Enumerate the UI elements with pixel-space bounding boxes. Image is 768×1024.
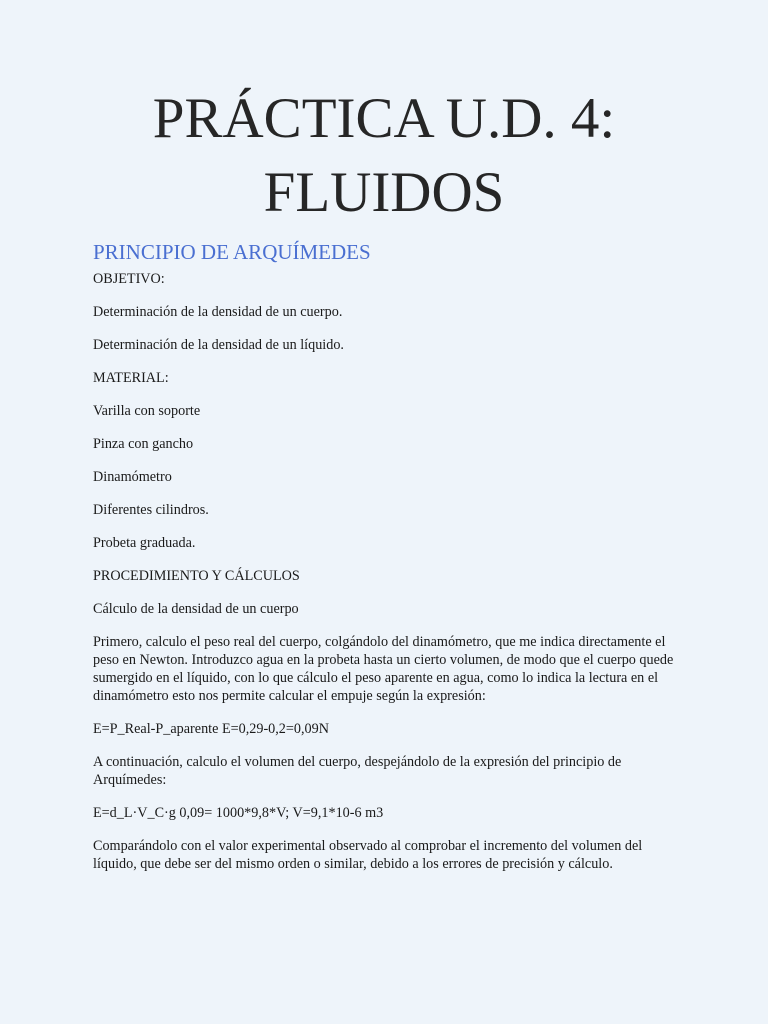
section-heading: PRINCIPIO DE ARQUÍMEDES — [93, 240, 371, 264]
objective-item: Determinación de la densidad de un cuerpo. — [93, 304, 343, 320]
procedure-paragraph: A continuación, calculo el volumen del cuerpo, despejándolo de la expresión del principio de Arquímedes: — [93, 754, 622, 788]
material-item: Pinza con gancho — [93, 436, 194, 452]
document-body — [93, 238, 683, 888]
material-item: Diferentes cilindros. — [93, 502, 209, 518]
material-item: Varilla con soporte — [93, 403, 201, 419]
label-objetivo: OBJETIVO: — [93, 271, 165, 287]
label-material: MATERIAL: — [93, 370, 169, 386]
procedure-paragraph: Comparándolo con el valor experimental observado al comprobar el incremento del volumen del líquido, que debe ser del mismo orden o similar, debido a los errores de precisión y cálculo. — [93, 838, 643, 872]
title-line-1: PRÁCTICA U.D. 4: — [152, 87, 616, 150]
material-item: Probeta graduada. — [93, 535, 196, 551]
document-title — [0, 82, 768, 230]
title-line-2: FLUIDOS — [263, 161, 505, 224]
material-item: Dinamómetro — [93, 469, 172, 485]
objective-item: Determinación de la densidad de un líquido. — [93, 337, 344, 353]
subheading-densidad-cuerpo: Cálculo de la densidad de un cuerpo — [93, 601, 299, 617]
label-procedimiento: PROCEDIMIENTO Y CÁLCULOS — [93, 568, 300, 584]
formula-empuje: E=P_Real-P_aparente E=0,29-0,2=0,09N — [93, 721, 329, 737]
procedure-paragraph: Primero, calculo el peso real del cuerpo, colgándolo del dinamómetro, que me indica directamente el peso en Newton. Introduzco agua en la probeta hasta un cierto volumen, de modo que el cuerpo quede sumergido en el líquido, con lo que cálculo el peso aparente en agua, como lo indica la lectura en el dinamómetro esto nos permite calcular el empuje según la expresión: — [93, 634, 674, 704]
formula-volumen: E=d_L·V_C·g 0,09= 1000*9,8*V; V=9,1*10-6 m3 — [93, 805, 384, 821]
